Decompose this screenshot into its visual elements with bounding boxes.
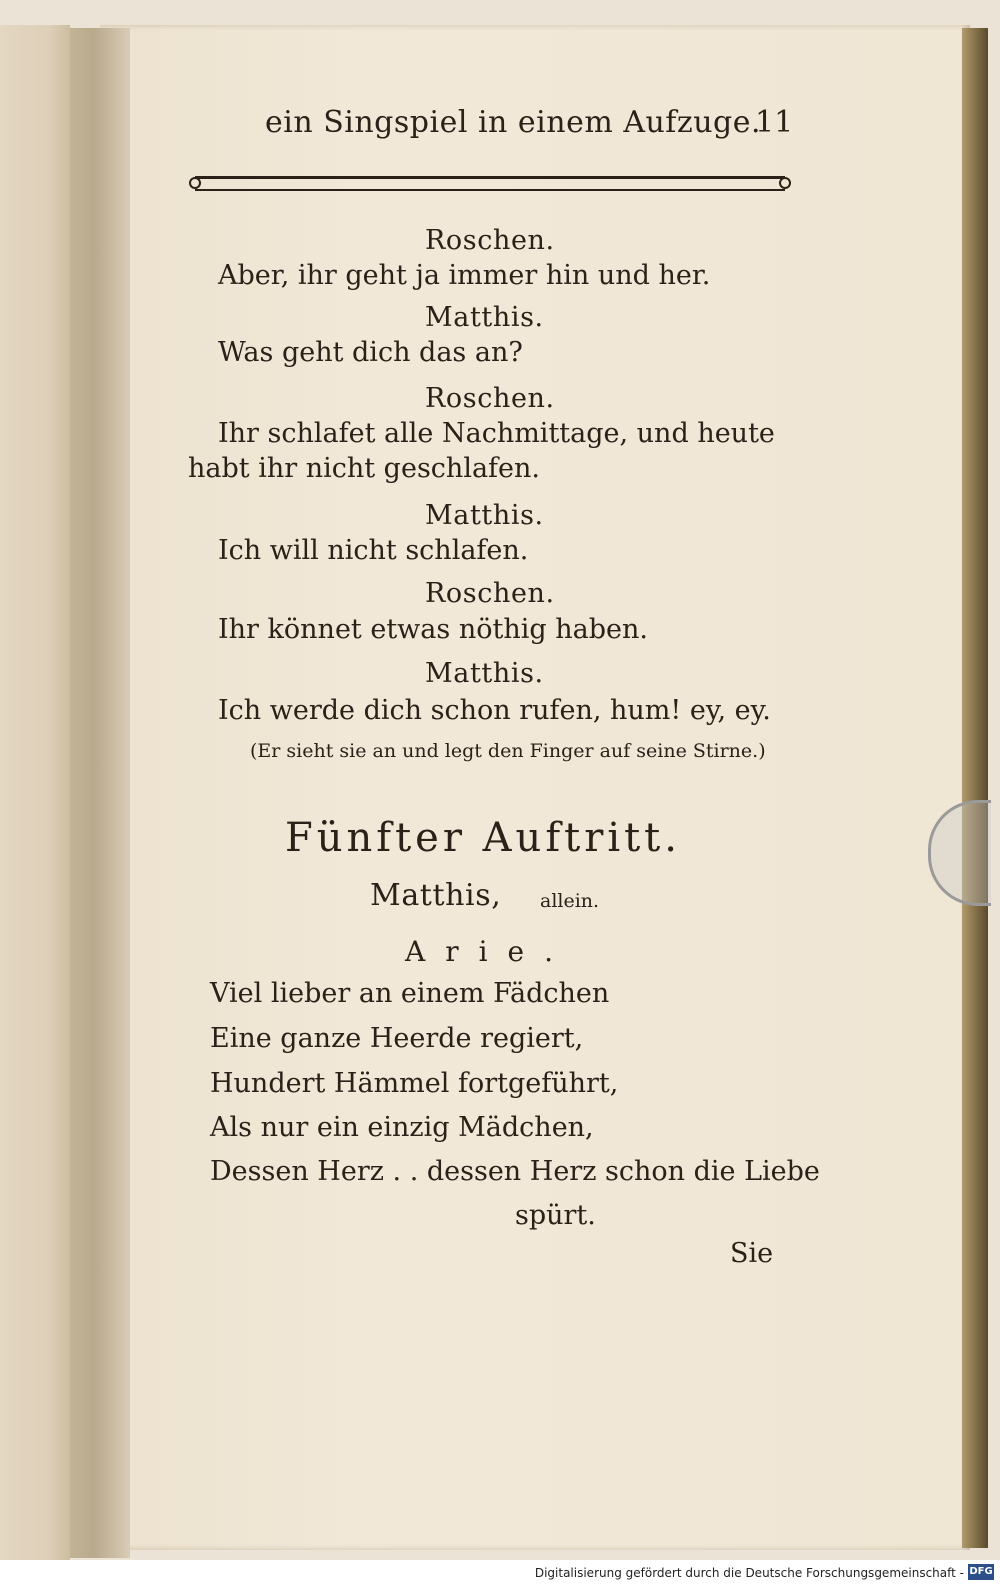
speaker-name: Roschen. — [425, 225, 555, 256]
speaker-name: Roschen. — [425, 383, 555, 414]
dialogue-line: Ich werde dich schon rufen, hum! ey, ey. — [218, 695, 771, 726]
speaker-name: Roschen. — [425, 578, 555, 609]
page-number: 11 — [755, 105, 794, 140]
verse-line: Viel lieber an einem Fädchen — [210, 978, 610, 1009]
aria-label: Arie. — [405, 935, 574, 968]
digitization-credit: Digitalisierung gefördert durch die Deutsche Forschungsgemeinschaft - — [534, 1566, 964, 1580]
verse-line: Eine ganze Heerde regiert, — [210, 1023, 584, 1054]
verse-line: Dessen Herz . . dessen Herz schon die Liebe — [210, 1156, 820, 1187]
catchword: Sie — [730, 1238, 774, 1269]
ornamental-rule — [195, 176, 785, 191]
running-title: ein Singspiel in einem Aufzuge. — [265, 105, 762, 140]
dialogue-line: Ihr könnet etwas nöthig haben. — [218, 614, 648, 645]
dialogue-line: Was geht dich das an? — [218, 337, 523, 368]
character-note: allein. — [540, 890, 600, 912]
book-gutter — [70, 28, 130, 1558]
scene-character: Matthis, — [370, 878, 502, 913]
speaker-name: Matthis. — [425, 302, 544, 333]
dialogue-line: Ihr schlafet alle Nachmittage, und heute — [218, 418, 775, 449]
verse-line: spürt. — [515, 1200, 596, 1231]
dialogue-line-continued: habt ihr nicht geschlafen. — [188, 453, 540, 484]
dialogue-line: Ich will nicht schlafen. — [218, 535, 529, 566]
dialogue-line: Aber, ihr geht ja immer hin und her. — [218, 260, 711, 291]
speaker-name: Matthis. — [425, 658, 544, 689]
page-block-edge — [962, 28, 988, 1548]
speaker-name: Matthis. — [425, 500, 544, 531]
facing-page-edge — [0, 25, 70, 1560]
verse-line: Als nur ein einzig Mädchen, — [210, 1112, 594, 1143]
verse-line: Hundert Hämmel fortgeführt, — [210, 1068, 619, 1099]
scene-title: Fünfter Auftritt. — [285, 815, 681, 861]
stage-direction: (Er sieht sie an und legt den Finger auf seine Stirne.) — [250, 740, 766, 762]
dfg-logo: DFG — [968, 1564, 994, 1580]
